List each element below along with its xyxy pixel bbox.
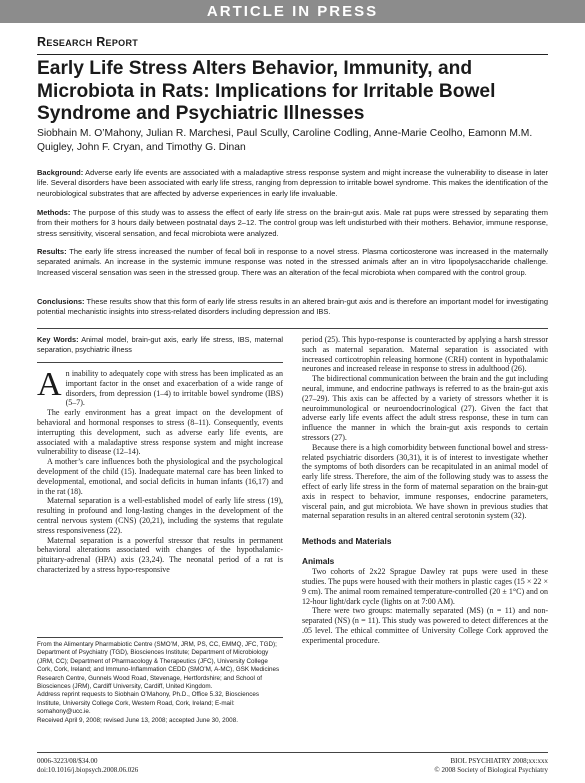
affiliation-block (37, 641, 283, 725)
article-title: Early Life Stress Alters Behavior, Immunity, and Microbiota in Rats: Implications for Irritable Bowel Syndrome and Psychiatric Illnesses (37, 58, 496, 124)
abstract-results-label: Results: (37, 247, 67, 256)
keywords-text: Animal model, brain-gut axis, early life stress, IBS, maternal separation, psychiatric illness (37, 335, 283, 354)
intro-paragraph-2: The early environment has a great impact on the development of behavioral and hormonal responses to stress (8–11). Consequently, events interrupting this development, such as adverse early life events, are associated with a maladaptive stress response system and might increase vulnerability to disease (12–14). (37, 408, 283, 457)
copyright: © 2008 Society of Biological Psychiatry (434, 766, 548, 774)
footer-right (434, 757, 548, 775)
abstract-background (37, 168, 548, 199)
abstract-conclusions-text: These results show that this form of early life stress results in an altered brain-gut axis and is therefore an important model for investigating potential mechanistic insights into stress-related disorders including depression and IBS. (37, 297, 549, 317)
received-dates: Received April 9, 2008; revised June 13, 2008; accepted June 30, 2008. (37, 716, 238, 724)
section-label: Research Report (37, 35, 139, 49)
abstract-conclusions (37, 297, 548, 318)
methods-heading: Methods and Materials (302, 536, 392, 547)
methods-paragraph-1: Two cohorts of 2x22 Sprague Dawley rat pups were used in these studies. The pups were housed with their mothers in plastic cages (15 × 22 × 9 cm). The animal room remained temperature-controlled (20 ± 1°C) and on 12-hour light/dark cycle (lights on at 7:00 AM). (302, 567, 548, 606)
address-text: Address reprint requests to Siobhain O’Mahony, Ph.D., Office 5.32, Biosciences Institute, University College Cork, Western Road, Cork, Ireland; E-mail: somahony@ucc.ie. (37, 691, 260, 716)
abstract-background-label: Background: (37, 168, 84, 177)
abstract-methods-label: Methods: (37, 208, 71, 217)
methods-paragraph-2: There were two groups: maternally separated (MS) (n = 11) and non-separated (NS) (n = 11). This study was powered to detect differences at the .05 level. The ethical committee of University College Cork approved the experimental procedure. (302, 606, 548, 645)
affiliation-text: From the Alimentary Pharmabiotic Centre (SMO’M, JRM, PS, CC, EMMQ, JFC, TGD); Department of Psychiatry (TGD), Biosciences Institute; Department of Microbiology (JRM, CC); Department of Pharmacology & Therapeutics (JFC), University College Cork, Cork, Ireland; and Immuno-Inflammation CEDD (SMO’M, A-MC), GSK Medicines Research Centre, Gunnels Wood Road, Stevenage, Hertfordshire; and School of Biosciences (JRM), Cardiff University, Cardiff, United Kingdom. (37, 641, 280, 691)
article-in-press-banner: ARTICLE IN PRESS (0, 0, 585, 23)
abstract-methods-text: The purpose of this study was to assess the effect of early life stress on the brain-gut axis. Male rat pups were stressed by separating them from their mothers for 3 hours daily between postnatal days 2–12. The control group was left undisturbed with their mothers. Behavior, immune response, stress sensitivity, visceral sensation, and fecal microbiota were analyzed. (37, 208, 548, 238)
affiliation-rule (37, 637, 283, 638)
intro-paragraph-3: A mother’s care influences both the physiological and the psychological development of the child (15). Inadequate maternal care has been linked to developmental, emotional, and social deficits in human infants (16,17) and in the rat (18). (37, 457, 283, 496)
intro-paragraph-8: Because there is a high comorbidity between functional bowel and stress-related psychiatric disorders (30,31), it is of interest to investigate whether the symptoms of both disorders can be recapitulated in an animal model of early life stress. Therefore, the aim of the following study was to assess the effect of early life stress in the form of maternal separation on the brain-gut axis in respect to behavior, immune responses, endocrine parameters, visceral pain, and gut microbiota. We have shown in previous studies that maternal separation results in an altered central serotonin system (32). (302, 442, 548, 521)
abstract-conclusions-label: Conclusions: (37, 297, 85, 306)
footer-rule (37, 752, 548, 753)
intro-paragraph-6: period (25). This hypo-response is counteracted by applying a harsh stressor such as maternal separation. Maternal separation is associated with increased corticotrophin releasing hormone (CRH) content in hypothalamic neurones and increased release in response to stress in adulthood (26). (302, 335, 548, 374)
animals-subheading: Animals (302, 556, 335, 567)
abstract-methods (37, 208, 548, 239)
intro-paragraph-4: Maternal separation is a well-established model of early life stress (19), resulting in profound and long-lasting changes in the development of the central nervous system (CNS) (20,21), including the systems that regulate stress responsiveness (22). (37, 496, 283, 535)
author-list: Siobhain M. O’Mahony, Julian R. Marchesi, Paul Scully, Caroline Codling, Anne-Marie Ceolho, Eamonn M.M. Quigley, John F. Cryan, and Timothy G. Dinan (37, 128, 533, 153)
left-column-body (37, 366, 283, 575)
abstract-rule (37, 328, 548, 329)
keywords-label: Key Words: (37, 335, 79, 344)
abstract-background-text: Adverse early life events are associated with a maladaptive stress response system and might increase the vulnerability to disease in later life. Several disorders have been associated with early life stress, ranging from depression to irritable bowel syndrome. This makes the identification of the neurobiological substrates that are affected by adverse experiences in early life invaluable. (37, 168, 548, 198)
header-rule (37, 54, 548, 55)
intro-paragraph-7: The bidirectional communication between the brain and the gut including neural, immune, and endocrine pathways is referred to as the brain-gut axis (27–29). This axis can be affected by a variety of stressors whether it is neuroimmunological or neuroendocrinological (27). Given the fact that adverse early life events affect the adult stress response, these in turn can influence the manner in which the brain-gut axis responds to certain stressors (27). (302, 374, 548, 442)
footer-left (37, 757, 138, 775)
journal-citation: BIOL PSYCHIATRY 2008;xx:xxx (450, 757, 548, 765)
issn-price: 0006-3223/08/$34.00 (37, 757, 98, 765)
abstract-results (37, 247, 548, 278)
doi: doi:10.1016/j.biopsych.2008.06.026 (37, 766, 139, 774)
right-column-body (302, 335, 548, 646)
abstract-results-text: The early life stress increased the number of fecal boli in response to a novel stress. Plasma corticosterone was increased in the maternally separated animals. An increase in the systemic immune response was noted in the stressed animals after an in vitro lipopolysaccharide challenge. Increased visceral sensation was seen in the stressed group. There was an alteration of the fecal microbiota when compared with the control group. (37, 247, 548, 277)
intro-paragraph-5: Maternal separation is a powerful stressor that results in permanent behavioral alterations associated with changes of the hypothalamic-pituitary-adrenal (HPA) axis (23,24). The neonatal period of a rat is characterized by a stress hypo-responsive (37, 535, 283, 574)
keywords (37, 335, 283, 355)
intro-paragraph-1: An inability to adequately cope with stress has been implicated as an important factor in the onset and exacerbation of a wide range of disorders, from depression (1–4) to irritable bowel syndrome (IBS) (5–7). (37, 366, 283, 408)
dropcap: A (37, 366, 62, 403)
keywords-rule (37, 362, 283, 363)
